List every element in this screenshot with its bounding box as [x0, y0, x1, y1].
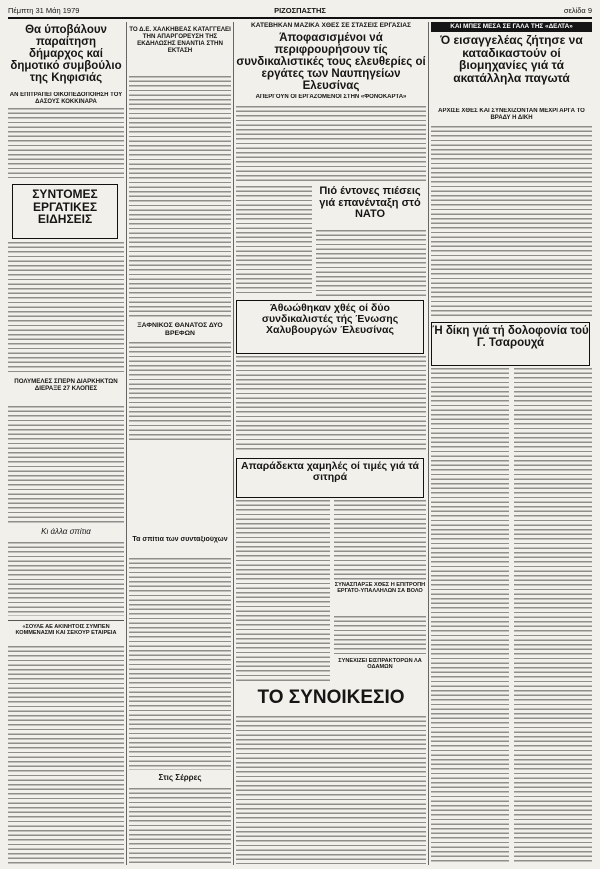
masthead — [8, 6, 592, 16]
article-text — [236, 716, 426, 864]
headline-halkidona: ΤΟ Δ.Ε. ΧΑΛΚΗΒΕΑΣ ΚΑΤΑΓΓΕΛΕΙ ΤΗΝ ΑΠΑΡΓΟΡΕΥΣΗ ΤΗΣ ΕΚΔΗΛΩΣΗΣ ΕΝΑΝΤΙΑ ΣΤΗΝ ΕΚΤΑΣΗ — [129, 26, 231, 55]
article-text — [236, 356, 426, 452]
subheading-serres: Στις Σέρρες — [158, 774, 202, 782]
article-text — [8, 646, 124, 864]
headline-collectors: ΣΥΝΕΧΙΖΕΙ ΕΙΣΠΡΑΚΤΟΡΩΝ ΛΑ ΟΔΑΜΩΝ — [338, 658, 422, 671]
column-2 — [129, 22, 231, 865]
article-text — [8, 542, 124, 616]
subhead-kifisia: ΑΝ ΕΠΙΤΡΑΠΕΙ ΟΙΚΟΠΕΔΟΠΟΙΗΣΗ ΤΟΥ ΔΑΣΟΥΣ ΚΟΚΚΙΝΑΡΑ — [9, 92, 123, 105]
article-text — [334, 500, 426, 580]
column-1 — [8, 22, 124, 865]
issue-date: Πέμπτη 31 Μάη 1979 — [8, 6, 80, 15]
column-4 — [431, 22, 592, 865]
column-divider — [428, 22, 429, 865]
subhead-fonokarta: ΑΠΕΡΓΟΥΝ ΟΙ ΕΡΓΑΖΟΜΕΝΟΙ ΣΤΗΝ «ΦΟΝΟΚΑΡΤΑ» — [255, 94, 407, 100]
subheading-pensioners-houses: Τα σπίτια των συνταξιούχων — [132, 536, 228, 543]
kicker-strikes: ΚΑΤΕΒΗΚΑΝ ΜΑΖΙΚΑ ΧΘΕΣ ΣΕ ΣΤΑΣΕΙΣ ΕΡΓΑΣΙΑΣ — [251, 22, 411, 29]
article-text — [129, 788, 231, 864]
column-3 — [236, 22, 426, 865]
newspaper-name: ΡΙΖΟΣΠΑΣΤΗΣ — [274, 6, 326, 15]
headline-grain-prices: Απαράδεκτα χαμηλές οί τιμές γιά τά σιτηρά — [236, 458, 424, 498]
article-text — [129, 558, 231, 770]
headline-tsarouchas-trial: Ή δίκη γιά τή δολοφονία τού Γ. Τσαρουχά — [431, 322, 590, 366]
article-text — [8, 242, 124, 372]
headline-infant-deaths: ΞΑΦΝΙΚΟΣ ΘΑΝΑΤΟΣ ΔΥΟ ΒΡΕΦΩΝ — [137, 322, 223, 337]
article-text — [129, 342, 231, 442]
article-text — [334, 616, 426, 656]
article-text — [236, 106, 426, 182]
column-divider — [126, 22, 127, 865]
article-text — [236, 186, 312, 296]
article-text — [431, 126, 592, 316]
column-divider — [233, 22, 234, 865]
box-short-labour-news: ΣΥΝΤΟΜΕΣ ΕΡΓΑΤΙΚΕΣ ΕΙΔΗΣΕΙΣ — [12, 184, 118, 239]
article-text — [514, 368, 592, 864]
headline-soule-company: «ΣΟΥΛΕ ΑΕ ΑΚΙΝΗΤΟΙΣ ΣΥΜΠΕΝ ΚΟΜΜΕΝΑΣΜΙ ΚΑΙ ΣΕΚΟΥΡ ΕΤΑΙΡΕΙΑ — [15, 624, 117, 637]
article-text — [129, 76, 231, 318]
headline-shipyard-workers: Άποφασισμένοι νά περιφρουρήσουν τίς συνδικαλιστικές τους ελευθερίες οί εργάτες των Ναυπηγείων Ελευσίνας — [236, 32, 426, 92]
subheading-more-houses: Κι άλλα σπίτια — [41, 528, 91, 536]
article-text — [316, 230, 426, 296]
headline-synoikesio: ΤΟ ΣΥΝΟΙΚΕΣΙΟ — [257, 688, 405, 708]
headline-nato-pressure: Πιό έντονες πιέσεις γιά επανένταξη στό ΝΑΤΟ — [319, 186, 421, 221]
headline-volos-committee: ΣΥΝΑΣΠΑΡΞΕ ΧΘΕΣ Η ΕΠΙΤΡΟΠΗ ΕΡΓΑΤΟ-ΥΠΑΛΛΗΛΩΝ ΣΑ ΒΟΛΟ — [334, 582, 426, 595]
kicker-delta-milk: ΚΑΙ ΜΠΕΣ ΜΕΣΑ ΣΕ ΓΑΛΑ ΤΗΣ «ΔΕΛΤΑ» — [431, 22, 592, 32]
article-text — [236, 500, 330, 684]
headline-burglars: ΠΟΛΥΜΕΛΕΣ ΣΠΕΡΝ ΔΙΑΡΚΗΚΤΩΝ ΔΙΕΡΑΞΕ 27 ΚΛΟΠΕΣ — [14, 378, 118, 393]
article-text — [8, 406, 124, 524]
article-text — [431, 368, 509, 864]
headline-acquitted-unionists: Άθωώθηκαν χθές οί δύο συνδικαλιστές τής Ένωσης Χαλυβουργών Έλευσίνας — [236, 300, 424, 354]
page-number: σελίδα 9 — [563, 6, 592, 15]
headline-kifisia: Θα ύποβάλουν παραίτηση δήμαρχος καί δημοτικό συμβούλιο της Κηφισιάς — [10, 24, 122, 85]
headline-ice-cream: Ό εισαγγελέας ζήτησε να καταδικαστούν οί βιομηχανίες γιά τά ακατάλληλα παγωτά — [440, 34, 583, 85]
subhead-trial-continued: ΑΡΧΙΣΕ ΧΘΕΣ ΚΑΙ ΣΥΝΕΧΙΖΟΝΤΑΝ ΜΕΧΡΙ ΑΡΓΑ ΤΟ ΒΡΑΔΥ Η ΔΙΚΗ — [438, 108, 585, 121]
masthead-rule — [8, 17, 592, 19]
divider — [8, 620, 124, 621]
article-text — [8, 108, 124, 178]
